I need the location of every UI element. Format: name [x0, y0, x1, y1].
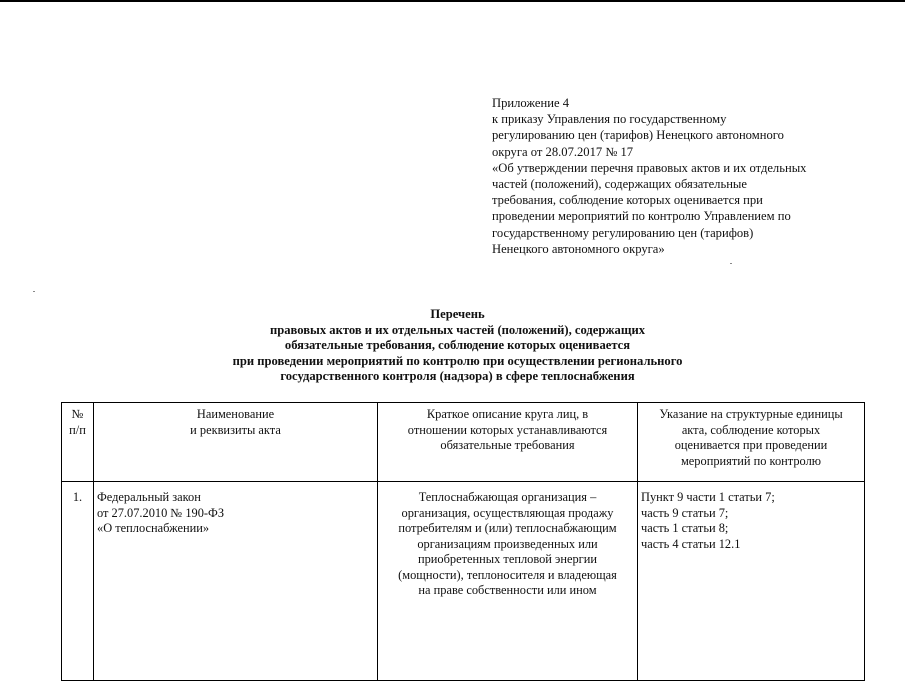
header-units: Указание на структурные единицы акта, соблюдение которых оценивается при проведении мероприятий по контролю: [638, 403, 865, 482]
scan-speck: [33, 291, 35, 292]
top-border-line: [0, 0, 905, 2]
appendix-line: требования, соблюдение которых оценивается при: [492, 193, 763, 208]
appendix-line: «Об утверждении перечня правовых актов и их отдельных: [492, 160, 807, 175]
appendix-line: округа от 28.07.2017 № 17: [492, 144, 634, 159]
title-line: правовых актов и их отдельных частей (положений), содержащих: [269, 322, 646, 337]
header-num: № п/п: [62, 403, 94, 482]
scan-speck: [730, 263, 732, 264]
header-persons: Краткое описание круга лиц, в отношении которых устанавливаются обязательные требования: [378, 403, 638, 482]
appendix-line: к приказу Управления по государственному: [492, 112, 727, 127]
appendix-line: Ненецкого автономного округа»: [492, 241, 665, 256]
row-num: 1.: [62, 482, 94, 681]
appendix-line: Приложение 4: [492, 96, 570, 110]
title-line: обязательные требования, соблюдение которых оценивается: [284, 338, 631, 353]
document-title: [130, 307, 785, 385]
title-line: при проведении мероприятий по контролю при осуществлении регионального: [232, 353, 683, 368]
header-name: Наименование и реквизиты акта: [94, 403, 378, 482]
title-line: государственного контроля (надзора) в сфере теплоснабжения: [280, 369, 635, 384]
row-persons-description: Теплоснабжающая организация – организация, осуществляющая продажу потребителям и (или) теплоснабжающим организациям произведенных или приобретенных тепловой энергии (мощности), теплоносителя и владеющая на праве собственности или ином: [378, 482, 638, 681]
legal-acts-table: [61, 402, 865, 681]
row-structural-units: Пункт 9 части 1 статьи 7; часть 9 статьи 7; часть 1 статьи 8; часть 4 статьи 12.1: [638, 482, 865, 681]
appendix-line: частей (положений), содержащих обязательные: [492, 177, 747, 192]
appendix-line: регулированию цен (тарифов) Ненецкого автономного: [492, 128, 784, 143]
table-header-row: [62, 403, 865, 482]
table-row: [62, 482, 865, 681]
appendix-line: проведении мероприятий по контролю Управлением по: [492, 209, 791, 224]
appendix-line: государственному регулированию цен (тарифов): [492, 225, 754, 240]
row-act-name: Федеральный закон от 27.07.2010 № 190-ФЗ «О теплоснабжении»: [94, 482, 378, 681]
title-line: Перечень: [430, 307, 485, 321]
appendix-reference: [492, 95, 862, 257]
